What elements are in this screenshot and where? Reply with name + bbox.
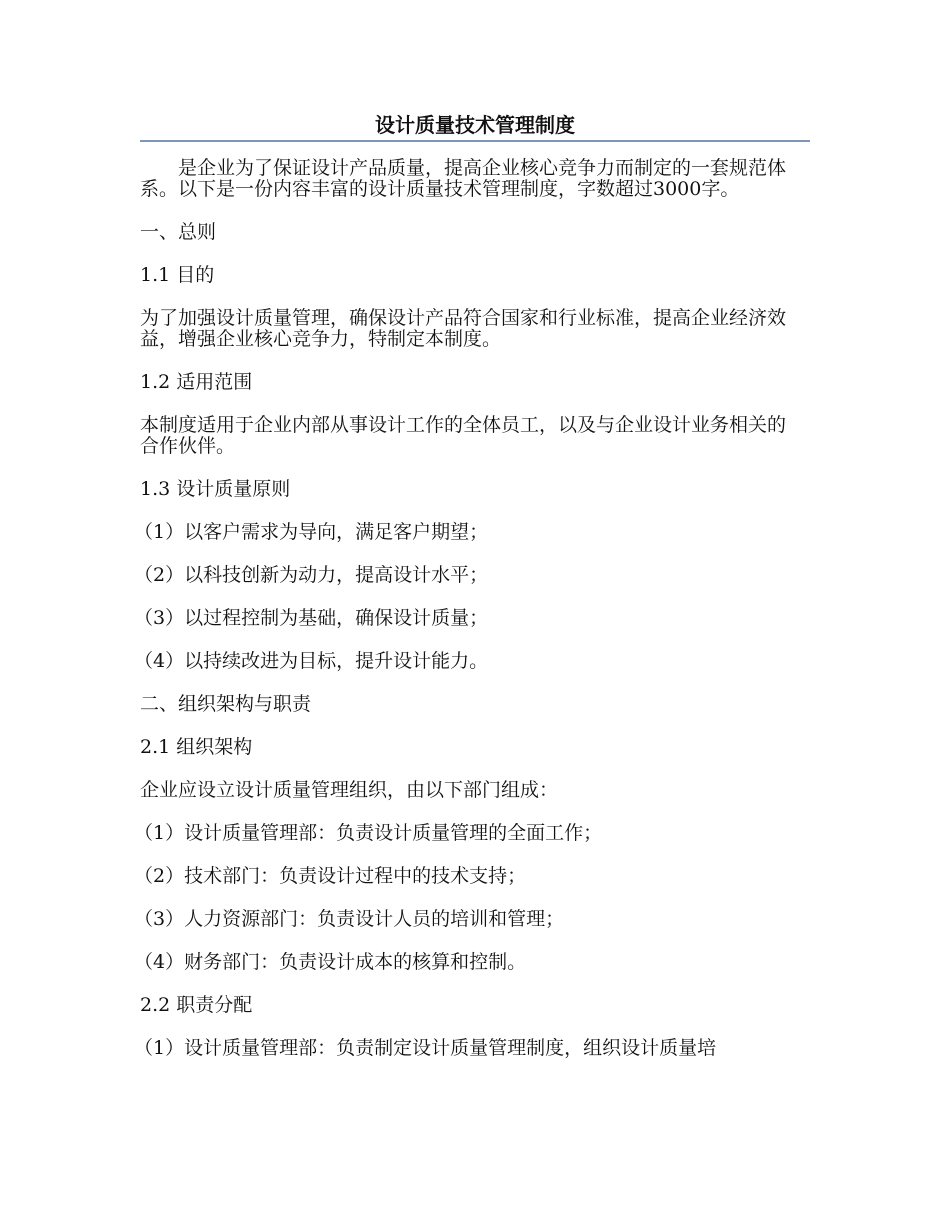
list-item: （2）技术部门：负责设计过程中的技术支持； [134,865,527,887]
document-page [134,0,810,1230]
list-item: （1）以客户需求为导向，满足客户期望； [134,521,489,543]
subsection-heading: 1.3 设计质量原则 [140,478,291,500]
subsection-heading: 2.1 组织架构 [140,736,253,758]
list-item: （3）以过程控制为基础，确保设计质量； [134,607,489,629]
list-item: （1）设计质量管理部：负责设计质量管理的全面工作； [134,822,603,844]
list-item: （4）财务部门：负责设计成本的核算和控制。 [134,951,527,973]
intro-paragraph: 是企业为了保证设计产品质量，提高企业核心竞争力而制定的一套规范体系。以下是一份内容丰富的设计质量技术管理制度，字数超过3000字。 [140,157,787,200]
list-item: （3）人力资源部门：负责设计人员的培训和管理； [134,908,565,930]
section-heading: 二、组织架构与职责 [140,693,312,715]
title-divider [140,140,810,142]
subsection-heading: 2.2 职责分配 [140,994,253,1016]
section-heading: 一、总则 [140,221,217,243]
list-item: （2）以科技创新为动力，提高设计水平； [134,564,489,586]
subsection-heading: 1.1 目的 [140,264,215,286]
list-item: （4）以持续改进为目标，提升设计能力。 [134,650,489,672]
body-paragraph: 本制度适用于企业内部从事设计工作的全体员工，以及与企业设计业务相关的合作伙伴。 [140,414,787,457]
document-title: 设计质量技术管理制度 [375,113,575,137]
document-body [134,157,800,1081]
list-item: （1）设计质量管理部：负责制定设计质量管理制度，组织设计质量培 [134,1037,717,1059]
body-paragraph: 企业应设立设计质量管理组织，由以下部门组成： [140,779,559,801]
body-paragraph: 为了加强设计质量管理，确保设计产品符合国家和行业标准，提高企业经济效益，增强企业核心竞争力，特制定本制度。 [140,307,787,350]
subsection-heading: 1.2 适用范围 [140,371,253,393]
